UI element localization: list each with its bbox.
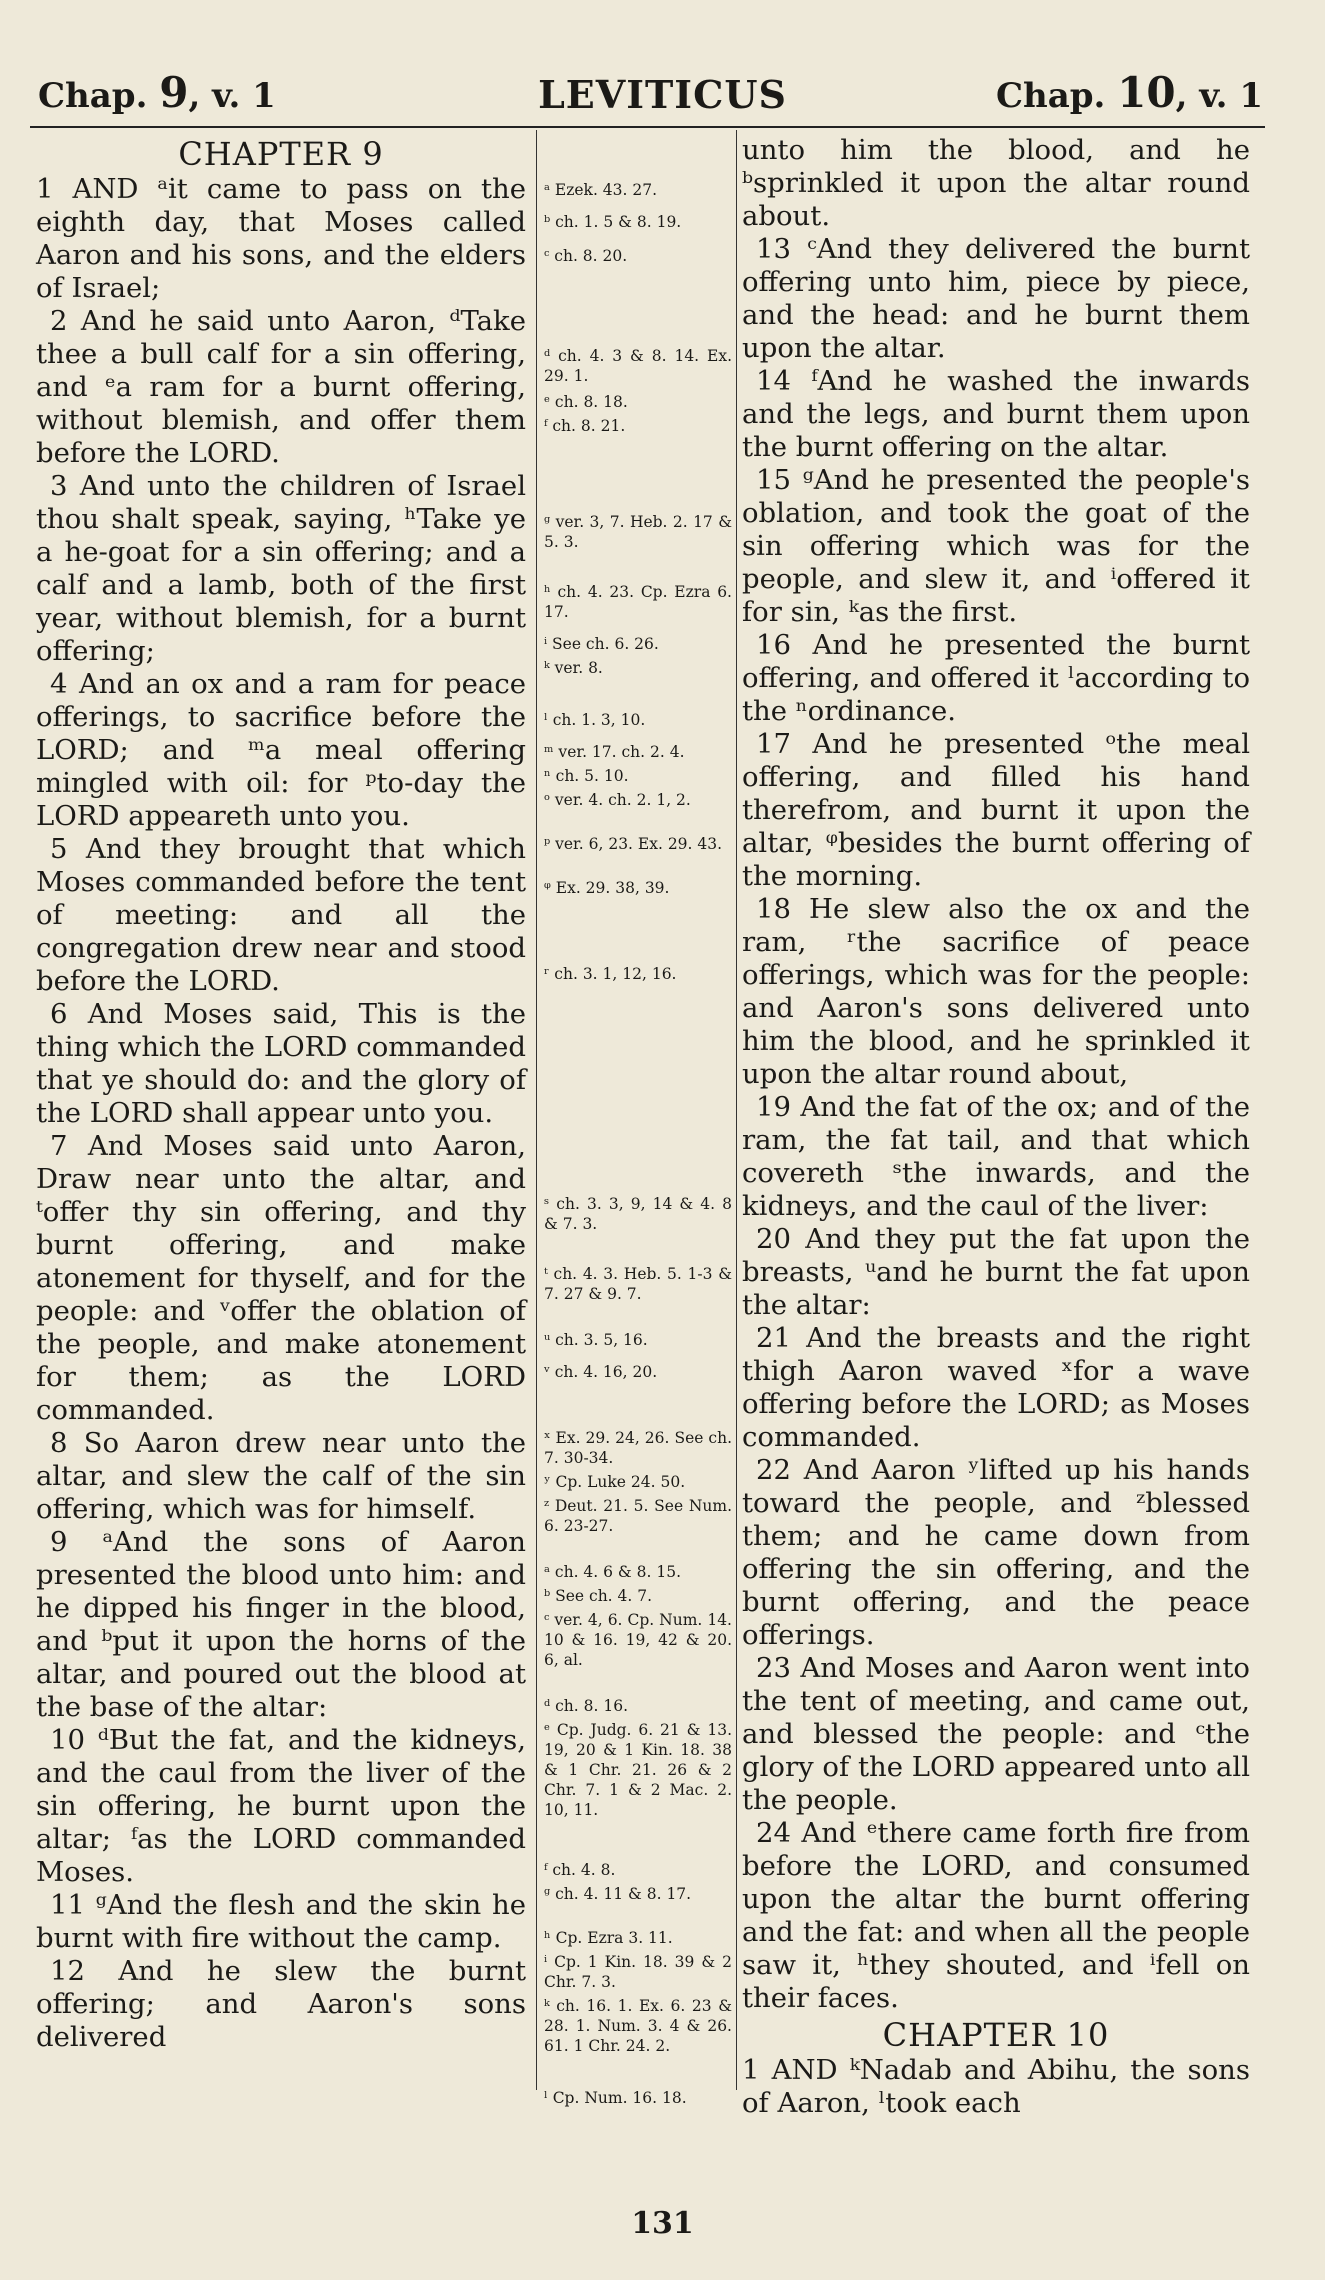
verse: 4 And an ox and a ram for peace offerings, to sacrifice before the LORD; and ᵐa meal offering mingled with oil: for ᵖto-day the LORD appeareth unto you.	[36, 668, 526, 832]
column-divider-right	[736, 130, 737, 2090]
verse: 19 And the fat of the ox; and of the ram, the fat tail, and that which covereth ˢthe inwards, and the kidneys, and the caul of the liver:	[742, 1091, 1250, 1222]
cross-reference: ᵃ ch. 4. 6 & 8. 15.	[544, 1563, 682, 1581]
cross-reference: ʸ Cp. Luke 24. 50.	[544, 1473, 686, 1491]
chapter-9-heading: CHAPTER 9	[178, 135, 384, 173]
verse: 16 And he presented the burnt offering, and offered it ˡaccording to the ⁿordinance.	[742, 629, 1250, 727]
verse: 2 And he said unto Aaron, ᵈTake thee a bull calf for a sin offering, and ᵉa ram for a burnt offering, without blemish, and offer them before the LORD.	[36, 305, 526, 469]
cross-reference: ᵃ Ezek. 43. 27.	[544, 181, 658, 199]
cross-reference: ᵗ ch. 4. 3. Heb. 5. 1-3 & 7. 27 & 9. 7.	[544, 1265, 732, 1303]
verse: 3 And unto the children of Israel thou shalt speak, saying, ʰTake ye a he-goat for a sin offering; and a calf and a lamb, both of the first year, without blemish, for a burnt offering;	[36, 470, 526, 667]
cross-reference: ᵈ ch. 4. 3 & 8. 14. Ex. 29. 1.	[544, 347, 732, 385]
verse: 18 He slew also the ox and the ram, ʳthe sacrifice of peace offerings, which was for the people: and Aaron's sons delivered unto him the blood, and he sprinkled it upon the altar round about,	[742, 893, 1250, 1090]
cross-reference: ˡ ch. 1. 3, 10.	[544, 711, 646, 729]
cross-reference: ⁱ Cp. 1 Kin. 18. 39 & 2 Chr. 7. 3.	[544, 1953, 732, 1991]
verse: 14 ᶠAnd he washed the inwards and the legs, and burnt them upon the burnt offering on the altar.	[742, 365, 1250, 463]
cross-reference: ᵒ ver. 4. ch. 2. 1, 2.	[544, 791, 691, 809]
left-text-column	[36, 134, 526, 2054]
verse: 1 AND ᵃit came to pass on the eighth day, that Moses called Aaron and his sons, and the elders of Israel;	[36, 173, 526, 304]
cross-reference: ᵇ See ch. 4. 7.	[544, 1587, 653, 1605]
verse: 8 So Aaron drew near unto the altar, and slew the calf of the sin offering, which was for himself.	[36, 1427, 526, 1525]
verse: 6 And Moses said, This is the thing which the LORD commanded that ye should do: and the glory of the LORD shall appear unto you.	[36, 998, 526, 1129]
cross-reference: ᶠ ch. 4. 8.	[544, 1861, 616, 1879]
head-right-number: 10	[1117, 68, 1176, 117]
verse: 23 And Moses and Aaron went into the tent of meeting, and came out, and blessed the people: and ᶜthe glory of the LORD appeared unto all the people.	[742, 1652, 1250, 1816]
cross-reference: ᶜ ver. 4, 6. Cp. Num. 14. 10 & 16. 19, 42 & 20. 6, al.	[544, 1611, 732, 1669]
head-right-prefix: Chap.	[995, 76, 1106, 116]
verse: 20 And they put the fat upon the breasts, ᵘand he burnt the fat upon the altar:	[742, 1223, 1250, 1321]
cross-reference: ᵍ ch. 4. 11 & 8. 17.	[544, 1885, 692, 1903]
cross-reference: ˡ Cp. Num. 16. 18.	[544, 2089, 687, 2107]
cross-reference: ᵍ ver. 3, 7. Heb. 2. 17 & 5. 3.	[544, 513, 732, 551]
cross-reference: ᵇ ch. 1. 5 & 8. 19.	[544, 213, 682, 231]
verse: 10 ᵈBut the fat, and the kidneys, and the caul from the liver of the sin offering, he burnt upon the altar; ᶠas the LORD commanded Moses.	[36, 1724, 526, 1888]
page-number: 131	[631, 2206, 694, 2241]
cross-reference: ˣ Ex. 29. 24, 26. See ch. 7. 30-34.	[544, 1429, 732, 1467]
cross-reference-column	[540, 134, 732, 2134]
verse: 5 And they brought that which Moses commanded before the tent of meeting: and all the congregation drew near and stood before the LORD.	[36, 833, 526, 997]
cross-reference: ʳ ch. 3. 1, 12, 16.	[544, 965, 677, 983]
verse: 7 And Moses said unto Aaron, Draw near unto the altar, and ᵗoffer thy sin offering, and thy burnt offering, and make atonement for thyself, and for the people: and ᵛoffer the oblation of the people, and make atonement for them; as the LORD commanded.	[36, 1130, 526, 1426]
cross-reference: ⁿ ch. 5. 10.	[544, 767, 629, 785]
verse: unto him the blood, and he ᵇsprinkled it upon the altar round about.	[742, 134, 1250, 232]
cross-reference: ᶜ ch. 8. 20.	[544, 247, 628, 265]
verse: 24 And ᵉthere came forth fire from before the LORD, and consumed upon the altar the burnt offering and the fat: and when all the people saw it, ʰthey shouted, and ⁱfell on their faces.	[742, 1817, 1250, 2014]
header-rule	[30, 126, 1265, 128]
cross-reference: ᵛ ch. 4. 16, 20.	[544, 1363, 658, 1381]
cross-reference: ᶠ ch. 8. 21.	[544, 417, 626, 435]
cross-reference: ⁱ See ch. 6. 26.	[544, 635, 659, 653]
right-text-column	[742, 134, 1250, 2120]
verse: 21 And the breasts and the right thigh Aaron waved ˣfor a wave offering before the LORD; as Moses commanded.	[742, 1322, 1250, 1453]
verse: 17 And he presented ᵒthe meal offering, and filled his hand therefrom, and burnt it upon the altar, ᵠbesides the burnt offering of the morning.	[742, 728, 1250, 892]
verse: 11 ᵍAnd the flesh and the skin he burnt with fire without the camp.	[36, 1889, 526, 1954]
cross-reference: ᵘ ch. 3. 5, 16.	[544, 1331, 648, 1349]
verse: 1 AND ᵏNadab and Abihu, the sons of Aaron, ˡtook each	[742, 2054, 1250, 2119]
cross-reference: ᵖ ver. 6, 23. Ex. 29. 43.	[544, 835, 723, 853]
verse: 9 ᵃAnd the sons of Aaron presented the blood unto him: and he dipped his finger in the blood, and ᵇput it upon the horns of the altar, and poured out the blood at the base of the altar:	[36, 1526, 526, 1723]
head-left-prefix: Chap.	[38, 76, 148, 116]
cross-reference: ᵠ Ex. 29. 38, 39.	[544, 879, 670, 897]
cross-reference: ᵉ ch. 8. 18.	[544, 393, 628, 411]
cross-reference: ʰ Cp. Ezra 3. 11.	[544, 1929, 673, 1947]
verse: 12 And he slew the burnt offering; and Aaron's sons delivered	[36, 1955, 526, 2053]
cross-reference: ᵈ ch. 8. 16.	[544, 1697, 629, 1715]
cross-reference: ᵏ ver. 8.	[544, 659, 603, 677]
cross-reference: ᵉ Cp. Judg. 6. 21 & 13. 19, 20 & 1 Kin. 18. 38 & 1 Chr. 21. 26 & 2 Chr. 7. 1 & 2 Mac. 2. 10, 11.	[544, 1721, 732, 1819]
cross-reference: ʰ ch. 4. 23. Cp. Ezra 6. 17.	[544, 583, 732, 621]
verse: 15 ᵍAnd he presented the people's oblation, and took the goat of the sin offering which was for the people, and slew it, and ⁱoffered it for sin, ᵏas the first.	[742, 464, 1250, 628]
column-divider-left	[536, 130, 537, 2090]
head-left-number: 9	[159, 68, 189, 117]
book-title: LEVITICUS	[538, 72, 787, 117]
cross-reference: ˢ ch. 3. 3, 9, 14 & 4. 8 & 7. 3.	[544, 1195, 732, 1233]
head-left-suffix: , v. 1	[188, 76, 276, 116]
head-right-suffix: , v. 1	[1175, 76, 1263, 116]
verse: 13 ᶜAnd they delivered the burnt offering unto him, piece by piece, and the head: and he burnt them upon the altar.	[742, 233, 1250, 364]
cross-reference: ᶻ Deut. 21. 5. See Num. 6. 23-27.	[544, 1497, 732, 1535]
verse: 22 And Aaron ʸlifted up his hands toward the people, and ᶻblessed them; and he came down from offering the sin offering, and the burnt offering, and the peace offerings.	[742, 1454, 1250, 1651]
chapter-10-heading: CHAPTER 10	[882, 2016, 1110, 2054]
cross-reference: ᵐ ver. 17. ch. 2. 4.	[544, 743, 685, 761]
running-head-right	[996, 68, 1263, 117]
cross-reference: ᵏ ch. 16. 1. Ex. 6. 23 & 28. 1. Num. 3. 4 & 26. 61. 1 Chr. 24. 2.	[544, 1997, 732, 2055]
